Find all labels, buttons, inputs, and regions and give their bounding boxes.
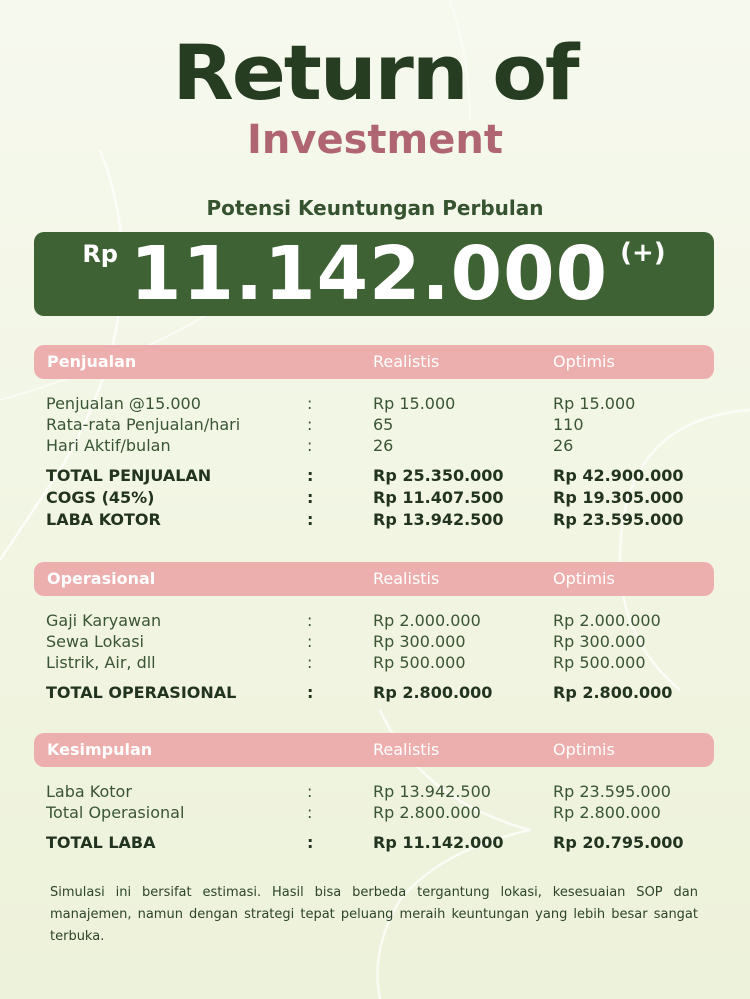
section-title: Penjualan	[47, 352, 137, 371]
row-optimistic: Rp 42.900.000	[553, 466, 684, 485]
row-label: Hari Aktif/bulan	[46, 436, 171, 455]
table-row	[34, 415, 714, 436]
row-realistic: Rp 2.800.000	[373, 803, 481, 822]
row-realistic: Rp 2.000.000	[373, 611, 481, 630]
disclaimer-footnote: Simulasi ini bersifat estimasi. Hasil bisa berbeda tergantung lokasi, kesesuaian SOP dan manajemen, namun dengan strategi tepat peluang meraih keuntungan yang lebih besar sangat terbuka.	[50, 885, 698, 944]
row-separator: :	[307, 833, 314, 852]
row-separator: :	[307, 436, 313, 455]
table-row	[34, 803, 714, 824]
row-separator: :	[307, 632, 313, 651]
row-optimistic: 26	[553, 436, 574, 455]
row-label: Listrik, Air, dll	[46, 653, 156, 672]
total-row	[34, 488, 714, 510]
row-optimistic: Rp 23.595.000	[553, 782, 671, 801]
row-realistic: Rp 11.407.500	[373, 488, 504, 507]
hero-subtitle: Potensi Keuntungan Perbulan	[206, 196, 544, 220]
column-realistic: Realistis	[373, 569, 440, 588]
row-separator: :	[307, 415, 313, 434]
section-operasional	[34, 562, 714, 705]
row-optimistic: Rp 20.795.000	[553, 833, 684, 852]
row-separator: :	[307, 394, 313, 413]
total-row	[34, 510, 714, 532]
row-separator: :	[307, 653, 313, 672]
column-realistic: Realistis	[373, 740, 440, 759]
row-label: Sewa Lokasi	[46, 632, 144, 651]
row-label: Total Operasional	[46, 803, 185, 822]
row-separator: :	[307, 466, 314, 485]
header	[0, 28, 750, 162]
row-realistic: 26	[373, 436, 394, 455]
title-sub: Investment	[247, 117, 503, 163]
row-label: Penjualan @15.000	[46, 394, 201, 413]
row-separator: :	[307, 683, 314, 702]
section-title: Operasional	[47, 569, 156, 588]
row-realistic: Rp 300.000	[373, 632, 466, 651]
column-optimistic: Optimis	[553, 352, 615, 371]
row-label: Rata-rata Penjualan/hari	[46, 415, 241, 434]
row-label: COGS (45%)	[46, 488, 155, 507]
section-header	[34, 733, 714, 767]
row-separator: :	[307, 488, 314, 507]
column-optimistic: Optimis	[553, 740, 615, 759]
row-optimistic: Rp 2.000.000	[553, 611, 661, 630]
plus-suffix: (+)	[620, 238, 666, 268]
row-realistic: 65	[373, 415, 394, 434]
section-header	[34, 345, 714, 379]
column-optimistic: Optimis	[553, 569, 615, 588]
row-realistic: Rp 15.000	[373, 394, 456, 413]
table-row	[34, 394, 714, 415]
profit-banner	[34, 232, 714, 316]
currency-label: Rp	[82, 240, 118, 268]
section-header	[34, 562, 714, 596]
row-label: TOTAL OPERASIONAL	[46, 683, 237, 702]
table-row	[34, 653, 714, 674]
total-row	[34, 683, 714, 705]
row-optimistic: Rp 19.305.000	[553, 488, 684, 507]
row-realistic: Rp 25.350.000	[373, 466, 504, 485]
row-label: TOTAL PENJUALAN	[46, 466, 212, 485]
total-row	[34, 466, 714, 488]
profit-amount: 11.142.000	[129, 231, 609, 317]
row-label: TOTAL LABA	[46, 833, 156, 852]
row-optimistic: Rp 500.000	[553, 653, 646, 672]
row-separator: :	[307, 510, 314, 529]
table-row	[34, 436, 714, 457]
row-realistic: Rp 500.000	[373, 653, 466, 672]
section-kesimpulan	[34, 733, 714, 855]
table-row	[34, 782, 714, 803]
section-penjualan	[34, 345, 714, 532]
table-row	[34, 611, 714, 632]
row-realistic: Rp 13.942.500	[373, 510, 504, 529]
row-label: Laba Kotor	[46, 782, 132, 801]
row-realistic: Rp 2.800.000	[373, 683, 493, 702]
row-label: LABA KOTOR	[46, 510, 161, 529]
row-optimistic: Rp 300.000	[553, 632, 646, 651]
row-optimistic: Rp 23.595.000	[553, 510, 684, 529]
row-optimistic: Rp 2.800.000	[553, 803, 661, 822]
column-realistic: Realistis	[373, 352, 440, 371]
total-row	[34, 833, 714, 855]
row-optimistic: 110	[553, 415, 584, 434]
row-optimistic: Rp 15.000	[553, 394, 636, 413]
row-separator: :	[307, 782, 313, 801]
row-separator: :	[307, 611, 313, 630]
row-realistic: Rp 11.142.000	[373, 833, 504, 852]
row-realistic: Rp 13.942.500	[373, 782, 491, 801]
section-title: Kesimpulan	[47, 740, 153, 759]
row-label: Gaji Karyawan	[46, 611, 162, 630]
table-row	[34, 632, 714, 653]
title-main: Return of	[172, 28, 578, 117]
row-separator: :	[307, 803, 313, 822]
row-optimistic: Rp 2.800.000	[553, 683, 673, 702]
